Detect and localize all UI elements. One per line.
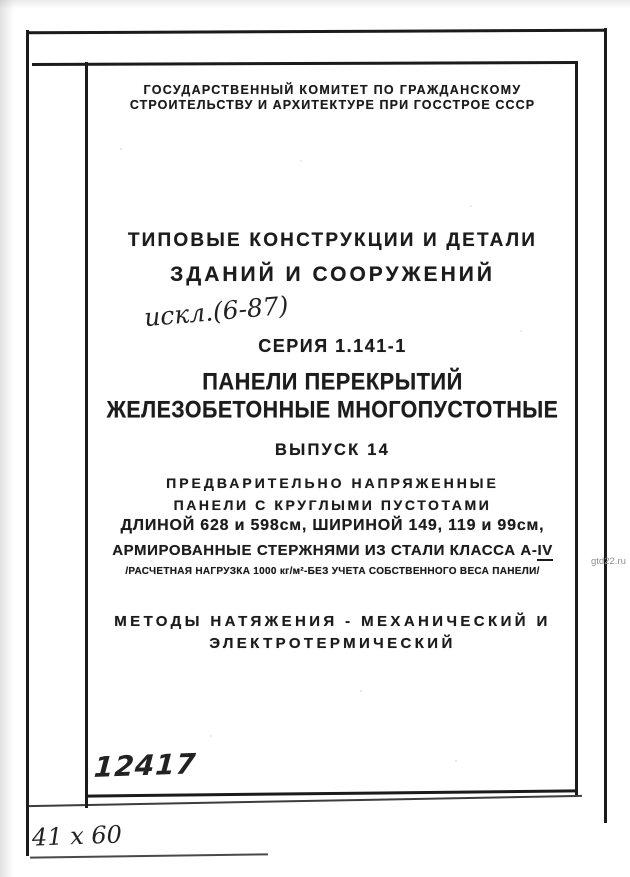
scan-noise-speckles [0,0,2,2]
document-title-line2: ЗДАНИЙ И СООРУЖЕНИЙ [170,263,495,286]
tensioning-methods-line2: ЭЛЕКТРОТЕРМИЧЕСКИЙ [209,635,456,652]
inner-frame-top-line [32,61,577,65]
reinforcement-text: АРМИРОВАННЫЕ СТЕРЖНЯМИ ИЗ СТАЛИ КЛАССА А- [112,542,538,559]
tensioning-methods-line1: МЕТОДЫ НАТЯЖЕНИЯ - МЕХАНИЧЕСКИЙ И [114,613,551,630]
design-load-note: /РАСЧЕТНАЯ НАГРУЗКА 1000 кг/м²-БЕЗ УЧЕТА СОБСТВЕННОГО ВЕСА ПАНЕЛИ/ [125,566,540,577]
handwritten-exclusion-note: искл.(6-87) [143,290,290,333]
inner-frame-left-line [85,62,88,808]
scan-edge-shadow-top [0,0,630,9]
inner-frame-right-line [575,61,578,795]
description-line1: ПРЕДВАРИТЕЛЬНО НАПРЯЖЕННЫЕ [166,475,499,491]
subject-title-line2: ЖЕЛЕЗОБЕТОННЫЕ МНОГОПУСТОТНЫЕ [106,395,559,423]
site-watermark: gtd22.ru [591,556,626,567]
steel-class-roman-numeral: IV [537,542,553,559]
size-note-underline [30,853,268,858]
outer-frame-right-line [604,28,607,823]
organization-name-line2: СТРОИТЕЛЬСТВУ И АРХИТЕКТУРЕ ПРИ ГОССТРОЕ СССР [129,98,536,112]
outer-frame-top-line [27,29,606,35]
scan-edge-shadow-left [0,0,14,877]
panel-dimensions-line: ДЛИНОЙ 628 и 598см, ШИРИНОЙ 149, 119 и 99см, [120,517,545,534]
inventory-number: 12417 [92,747,198,784]
handwritten-size-note: 41 х 60 [31,820,123,852]
organization-name-line1: ГОСУДАРСТВЕННЫЙ КОМИТЕТ ПО ГРАЖДАНСКОМУ [143,83,522,97]
description-line2: ПАНЕЛИ С КРУГЛЫМИ ПУСТОТАМИ [173,497,492,513]
reinforcement-line [88,542,577,559]
series-number: СЕРИЯ 1.141-1 [258,336,407,356]
subject-title-line1: ПАНЕЛИ ПЕРЕКРЫТИЙ [202,367,463,395]
document-title-line1: ТИПОВЫЕ КОНСТРУКЦИИ И ДЕТАЛИ [127,230,538,251]
issue-number: ВЫПУСК 14 [275,441,390,459]
outer-frame-left-line [26,30,29,856]
